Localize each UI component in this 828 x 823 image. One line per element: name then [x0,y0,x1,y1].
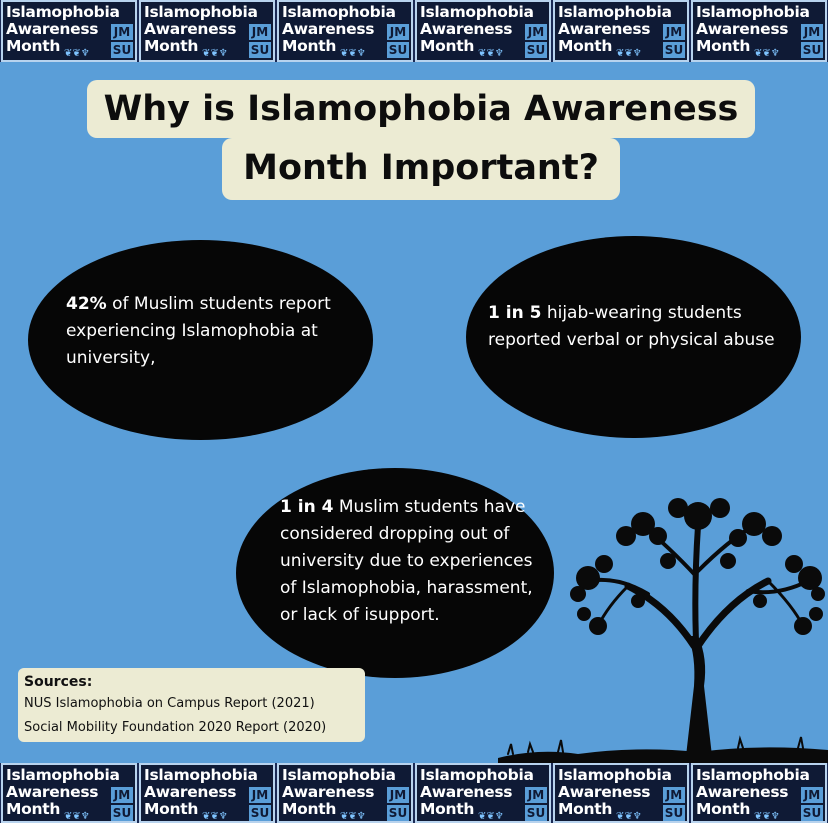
logo-badge-bottom: SU [250,43,270,57]
logo-badge-bottom: SU [388,806,408,820]
page-title-line-1: Why is Islamophobia Awareness [87,80,755,138]
tree-silhouette-icon [498,486,828,763]
sprout-icon: ❦❦♆ [616,811,642,822]
sources-heading: Sources: [24,674,93,690]
stat-text: hijab-wearing students reported verbal or physical abuse [488,303,775,350]
sprout-icon: ❦❦♆ [340,48,366,59]
logo-line-1: Islamophobia [282,3,396,21]
logo-line-3: Month [420,37,475,55]
sprout-icon: ❦❦♆ [754,48,780,59]
page-title-line-2: Month Important? [222,138,620,200]
logo-tile [553,0,689,62]
logo-tile [277,763,413,823]
logo-line-2: Awareness [558,20,651,38]
sprout-icon: ❦❦♆ [478,48,504,59]
logo-line-1: Islamophobia [6,3,120,21]
logo-line-3: Month [6,800,61,818]
logo-badge-bottom: SU [526,43,546,57]
stat-text: of Muslim students report experiencing Islamophobia at university, [66,294,331,368]
logo-badge-top: JM [111,24,133,40]
logo-line-2: Awareness [144,20,237,38]
logo-line-1: Islamophobia [420,766,534,784]
logo-badge-bottom: SU [526,806,546,820]
logo-line-2: Awareness [144,783,237,801]
logo-line-3: Month [282,37,337,55]
logo-tile [1,763,137,823]
logo-line-3: Month [696,37,751,55]
logo-line-1: Islamophobia [558,766,672,784]
logo-line-1: Islamophobia [282,766,396,784]
logo-line-1: Islamophobia [696,766,810,784]
logo-line-2: Awareness [282,783,375,801]
source-item: Social Mobility Foundation 2020 Report (2020) [24,720,327,735]
logo-line-3: Month [144,37,199,55]
logo-tile [1,0,137,62]
logo-line-3: Month [282,800,337,818]
logo-line-2: Awareness [558,783,651,801]
logo-tile [139,763,275,823]
logo-tile [553,763,689,823]
logo-badge-top: JM [249,24,271,40]
logo-badge-bottom: SU [802,806,822,820]
logo-line-2: Awareness [282,20,375,38]
logo-badge-bottom: SU [112,43,132,57]
logo-badge-top: JM [249,787,271,803]
logo-tile [691,0,827,62]
logo-line-2: Awareness [6,20,99,38]
logo-line-2: Awareness [420,20,513,38]
logo-line-3: Month [6,37,61,55]
logo-tile [415,763,551,823]
logo-tile [277,0,413,62]
sprout-icon: ❦❦♆ [754,811,780,822]
logo-line-1: Islamophobia [144,766,258,784]
stat-highlight: 42% [66,294,107,314]
sprout-icon: ❦❦♆ [616,48,642,59]
logo-badge-top: JM [387,24,409,40]
logo-badge-top: JM [387,787,409,803]
logo-badge-bottom: SU [802,43,822,57]
logo-line-2: Awareness [6,783,99,801]
logo-badge-top: JM [111,787,133,803]
logo-line-1: Islamophobia [696,3,810,21]
stat-text: Muslim students have considered dropping out of university due to experiences of Islamophobia, harassment, or lack of isupport. [280,497,533,625]
sprout-icon: ❦❦♆ [202,811,228,822]
stat-highlight: 1 in 4 [280,497,334,517]
logo-badge-top: JM [663,787,685,803]
logo-line-1: Islamophobia [420,3,534,21]
logo-badge-bottom: SU [250,806,270,820]
sprout-icon: ❦❦♆ [202,48,228,59]
logo-badge-bottom: SU [664,43,684,57]
logo-badge-top: JM [663,24,685,40]
logo-line-2: Awareness [420,783,513,801]
logo-line-3: Month [144,800,199,818]
stat-bubble-1 [28,240,373,440]
logo-badge-top: JM [525,24,547,40]
logo-tile [691,763,827,823]
top-banner [0,0,828,62]
logo-line-1: Islamophobia [144,3,258,21]
logo-badge-bottom: SU [112,806,132,820]
logo-line-2: Awareness [696,783,789,801]
logo-badge-top: JM [801,787,823,803]
logo-line-1: Islamophobia [558,3,672,21]
logo-line-3: Month [420,800,475,818]
logo-badge-bottom: SU [388,43,408,57]
logo-line-2: Awareness [696,20,789,38]
logo-tile [139,0,275,62]
logo-line-3: Month [558,37,613,55]
logo-badge-top: JM [801,24,823,40]
logo-line-3: Month [696,800,751,818]
logo-tile [415,0,551,62]
source-item: NUS Islamophobia on Campus Report (2021) [24,696,315,711]
logo-badge-bottom: SU [664,806,684,820]
stat-bubble-2 [466,236,801,438]
bottom-banner [0,763,828,823]
logo-line-3: Month [558,800,613,818]
sprout-icon: ❦❦♆ [64,48,90,59]
sprout-icon: ❦❦♆ [340,811,366,822]
sprout-icon: ❦❦♆ [478,811,504,822]
logo-badge-top: JM [525,787,547,803]
sources-box [18,668,365,742]
sprout-icon: ❦❦♆ [64,811,90,822]
logo-line-1: Islamophobia [6,766,120,784]
stat-highlight: 1 in 5 [488,303,542,323]
